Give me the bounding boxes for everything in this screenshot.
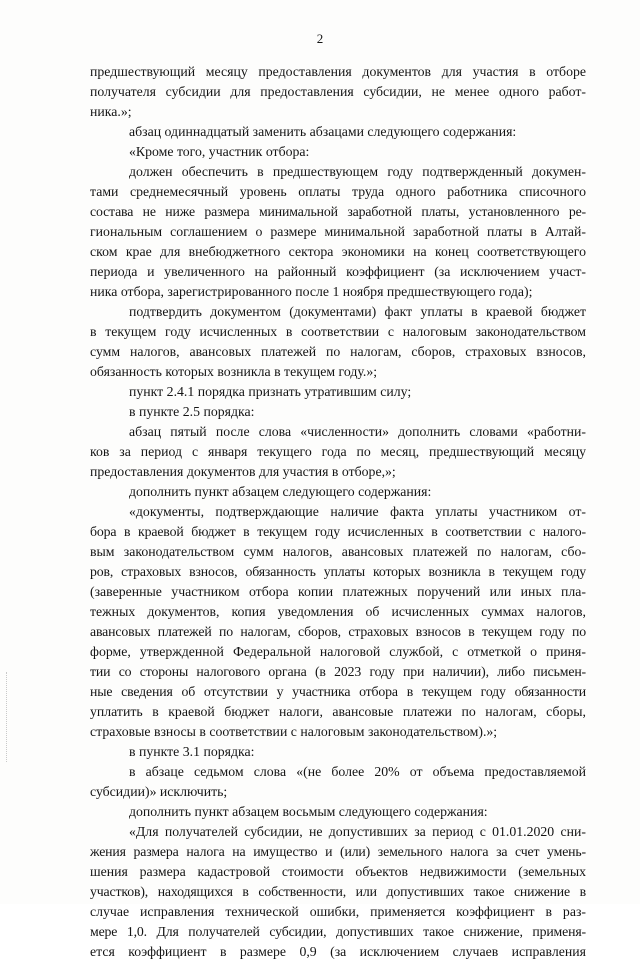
text-line: периода и увеличенного на районный коэффициент (за исключением участ-: [90, 264, 586, 279]
text-line: абзац пятый после слова «численности» дополнить словами «работни-: [129, 424, 586, 439]
text-line: абзац одиннадцатый заменить абзацами следующего содержания:: [129, 124, 517, 139]
text-line: состава не ниже размера минимальной заработной платы, установленного ре-: [90, 204, 586, 219]
text-line: субсидии)» исключить;: [90, 784, 228, 799]
text-line: «документы, подтверждающие наличие факта уплаты участником от-: [129, 504, 586, 519]
text-line: дополнить пункт абзацем восьмым следующего содержания:: [129, 804, 488, 819]
text-line: бора в краевой бюджет в текущем году исчисленных в соответствии с налого-: [90, 524, 586, 539]
text-line: в текущем году исчисленных в соответствии с налоговым законодательством: [90, 324, 586, 339]
text-line: предшествующий месяцу предоставления документов для участия в отборе: [90, 64, 586, 79]
text-line: тежных документов, копия уведомления об исчисленных суммах налогов,: [90, 604, 586, 619]
text-line: дополнить пункт абзацем следующего содержания:: [129, 484, 432, 499]
text-line: ров, страховых взносов, обязанность уплаты которых возникла в текущем году: [90, 564, 586, 579]
text-line: получателя субсидии для предоставления субсидии, не менее одного работ-: [90, 84, 586, 99]
text-line: ков за период с января текущего года по месяц, предшествующий месяцу: [90, 444, 586, 459]
text-line: должен обеспечить в предшествующем году подтвержденный докумен-: [129, 164, 586, 179]
text-line: пункт 2.4.1 порядка признать утратившим силу;: [129, 384, 412, 399]
scan-artifact-left: [6, 672, 8, 762]
text-line: «Кроме того, участник отбора:: [129, 144, 310, 159]
text-line: ском крае для внебюджетного сектора экономики на конец соответствующего: [90, 244, 586, 259]
text-line: участков), находящихся в собственности, или допустивших такое снижение в: [90, 884, 586, 899]
text-line: уплатить в краевой бюджет налоги, авансовые платежи по налогам, сборы,: [90, 704, 586, 719]
text-line: подтвердить документом (документами) факт уплаты в краевой бюджет: [129, 304, 586, 319]
text-line: «Для получателей субсидии, не допустивших за период с 01.01.2020 сни-: [129, 824, 586, 839]
text-line: тами среднемесячный уровень оплаты труда одного работника списочного: [90, 184, 586, 199]
text-line: страховые взносы в соответствии с налоговым законодательством).»;: [90, 724, 498, 739]
text-line: предоставления документов для участия в отборе,»;: [90, 464, 396, 479]
text-line: случае исправления технической ошибки, применяется коэффициент в раз-: [90, 904, 586, 919]
text-line: ные сведения об отсутствии у участника отбора в текущем году обязанности: [90, 684, 586, 699]
text-line: вым законодательством сумм налогов, авансовых платежей по налогам, сбо-: [90, 544, 586, 559]
text-line: форме, утвержденной Федеральной налоговой службой, с отметкой о приня-: [90, 644, 586, 659]
text-line: гиональным соглашением о размере минимальной заработной платы в Алтай-: [90, 224, 586, 239]
text-line: мере 1,0. Для получателей субсидии, допустивших такое снижение, применя-: [90, 924, 586, 939]
text-line: в пункте 2.5 порядка:: [129, 404, 255, 419]
text-line: в пункте 3.1 порядка:: [129, 744, 255, 759]
text-line: в абзаце седьмом слова «(не более 20% от объема предоставляемой: [129, 764, 586, 779]
page-number: 2: [316, 31, 324, 46]
text-line: тии со стороны налогового органа (в 2023 году при наличии), либо письмен-: [90, 664, 586, 679]
text-line: жения размера налога на имущество и (или) земельного налога за счет умень-: [90, 844, 586, 859]
text-line: (заверенные участником отбора копии платежных поручений или иных пла-: [90, 584, 586, 599]
text-line: ника отбора, зарегистрированного после 1 ноября предшествующего года);: [90, 284, 533, 299]
text-line: обязанность которых возникла в текущем году.»;: [90, 364, 378, 379]
text-line: шения размера кадастровой стоимости объектов недвижимости (земельных: [90, 864, 586, 879]
document-body: [90, 62, 586, 962]
text-line: ника.»;: [90, 104, 132, 119]
text-line: сумм налогов, авансовых платежей по налогам, сборов, страховых взносов,: [90, 344, 586, 359]
text-line: авансовых платежей по налогам, сборов, страховых взносов в текущем году по: [90, 624, 586, 639]
text-line: ется коэффициент в размере 0,9 (за исключением случаев исправления: [90, 944, 586, 959]
